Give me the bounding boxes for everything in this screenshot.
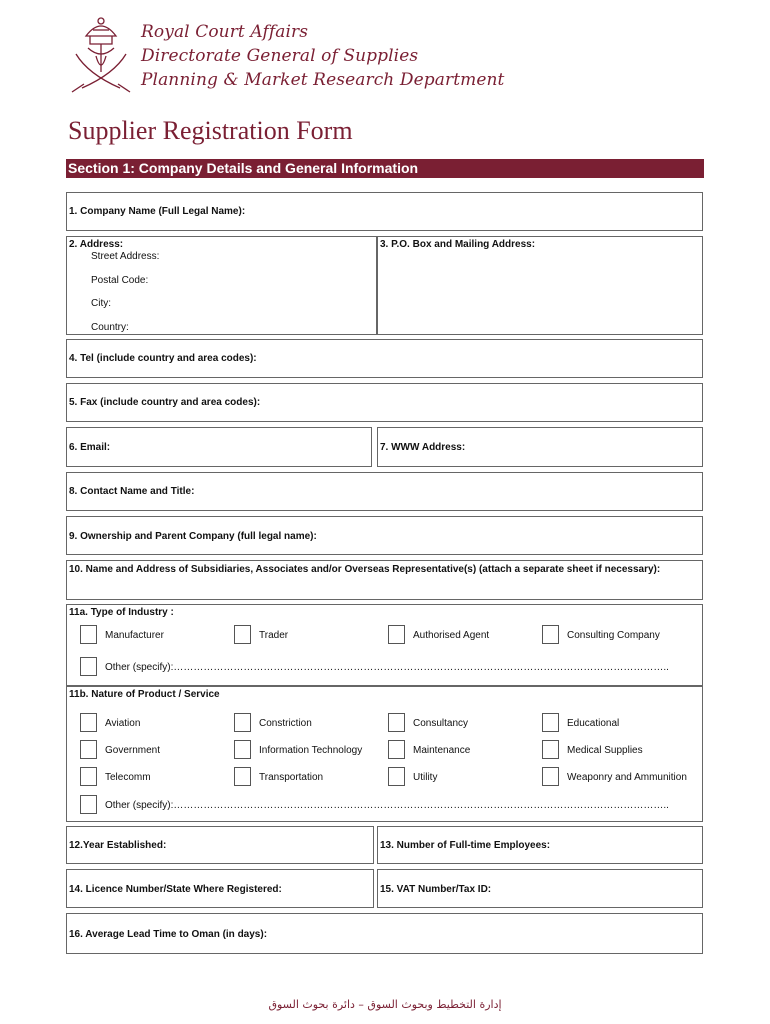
contact-field[interactable]: [66, 472, 703, 511]
address-field[interactable]: [66, 236, 377, 335]
checkbox-utility[interactable]: [388, 767, 405, 786]
lead-time-field[interactable]: [66, 913, 703, 954]
city-label: City:: [91, 298, 111, 309]
checkbox-authorised-agent[interactable]: [388, 625, 405, 644]
industry-other-label: Other (specify):…………………………………………………………………………………………………………………………………..: [105, 662, 669, 673]
vat-label: 15. VAT Number/Tax ID:: [380, 884, 492, 895]
option-label: Trader: [259, 630, 289, 641]
subsidiaries-label: 10. Name and Address of Subsidiaries, Associates and/or Overseas Representative(s) (attach a separate sheet if necessary):: [69, 564, 661, 575]
option-label: Government: [105, 745, 161, 756]
employees-field[interactable]: [377, 826, 703, 864]
ownership-field[interactable]: [66, 516, 703, 555]
email-label: 6. Email:: [69, 442, 111, 453]
www-label: 7. WWW Address:: [380, 442, 466, 453]
product-service-label: 11b. Nature of Product / Service: [69, 689, 220, 700]
address-label: 2. Address:: [69, 239, 124, 250]
option-label: Educational: [567, 718, 620, 729]
option-label: Medical Supplies: [567, 745, 643, 756]
option-label: Authorised Agent: [413, 630, 490, 641]
postal-code-label: Postal Code:: [91, 275, 149, 286]
checkbox-product-other[interactable]: [80, 795, 97, 814]
company-name-field[interactable]: [66, 192, 703, 231]
section-1-header: Section 1: Company Details and General Information: [66, 159, 704, 178]
option-label: Manufacturer: [105, 630, 164, 641]
year-established-field[interactable]: [66, 826, 374, 864]
option-label: Utility: [413, 772, 438, 783]
checkbox-aviation[interactable]: [80, 713, 97, 732]
employees-label: 13. Number of Full-time Employees:: [380, 840, 551, 851]
checkbox-maintenance[interactable]: [388, 740, 405, 759]
industry-type-label: 11a. Type of Industry :: [69, 607, 174, 618]
product-other-label: Other (specify):…………………………………………………………………………………………………………………………………..: [105, 800, 669, 811]
po-box-field[interactable]: [377, 236, 703, 335]
checkbox-educational[interactable]: [542, 713, 559, 732]
checkbox-consulting-company[interactable]: [542, 625, 559, 644]
option-label: Consultancy: [413, 718, 469, 729]
checkbox-industry-other[interactable]: [80, 657, 97, 676]
option-label: Constriction: [259, 718, 312, 729]
email-field[interactable]: [66, 427, 372, 467]
po-box-label: 3. P.O. Box and Mailing Address:: [380, 239, 536, 250]
checkbox-consultancy[interactable]: [388, 713, 405, 732]
option-label: Information Technology: [259, 745, 363, 756]
fax-field[interactable]: [66, 383, 703, 422]
org-line-2: Directorate General of Supplies: [141, 46, 419, 66]
option-label: Maintenance: [413, 745, 471, 756]
contact-label: 8. Contact Name and Title:: [69, 486, 195, 497]
checkbox-trader[interactable]: [234, 625, 251, 644]
checkbox-constriction[interactable]: [234, 713, 251, 732]
form-title: Supplier Registration Form: [68, 116, 353, 145]
option-label: Weaponry and Ammunition: [567, 772, 687, 783]
footer-arabic-text: إدارة التخطيط وبحوث السوق – دائرة بحوث السوق: [268, 998, 502, 1011]
street-address-label: Street Address:: [91, 251, 160, 262]
ownership-label: 9. Ownership and Parent Company (full legal name):: [69, 531, 317, 542]
checkbox-government[interactable]: [80, 740, 97, 759]
option-label: Aviation: [105, 718, 141, 729]
licence-label: 14. Licence Number/State Where Registered:: [69, 884, 282, 895]
royal-emblem-icon: [68, 14, 134, 96]
year-established-label: 12.Year Established:: [69, 840, 167, 851]
industry-type-section: [66, 604, 703, 686]
option-label: Transportation: [259, 772, 324, 783]
country-label: Country:: [91, 322, 129, 333]
checkbox-weaponry-and-ammunition[interactable]: [542, 767, 559, 786]
checkbox-manufacturer[interactable]: [80, 625, 97, 644]
checkbox-transportation[interactable]: [234, 767, 251, 786]
fax-label: 5. Fax (include country and area codes):: [69, 397, 261, 408]
org-line-1: Royal Court Affairs: [141, 22, 309, 42]
option-label: Telecomm: [105, 772, 151, 783]
product-service-section: [66, 686, 703, 822]
subsidiaries-field[interactable]: [66, 560, 703, 600]
www-field[interactable]: [377, 427, 703, 467]
tel-field[interactable]: [66, 339, 703, 378]
option-label: Consulting Company: [567, 630, 660, 641]
company-name-label: 1. Company Name (Full Legal Name):: [69, 206, 246, 217]
vat-field[interactable]: [377, 869, 703, 908]
tel-label: 4. Tel (include country and area codes):: [69, 353, 257, 364]
checkbox-information-technology[interactable]: [234, 740, 251, 759]
org-line-3: Planning & Market Research Department: [141, 70, 505, 90]
lead-time-label: 16. Average Lead Time to Oman (in days):: [69, 929, 268, 940]
checkbox-telecomm[interactable]: [80, 767, 97, 786]
checkbox-medical-supplies[interactable]: [542, 740, 559, 759]
licence-field[interactable]: [66, 869, 374, 908]
